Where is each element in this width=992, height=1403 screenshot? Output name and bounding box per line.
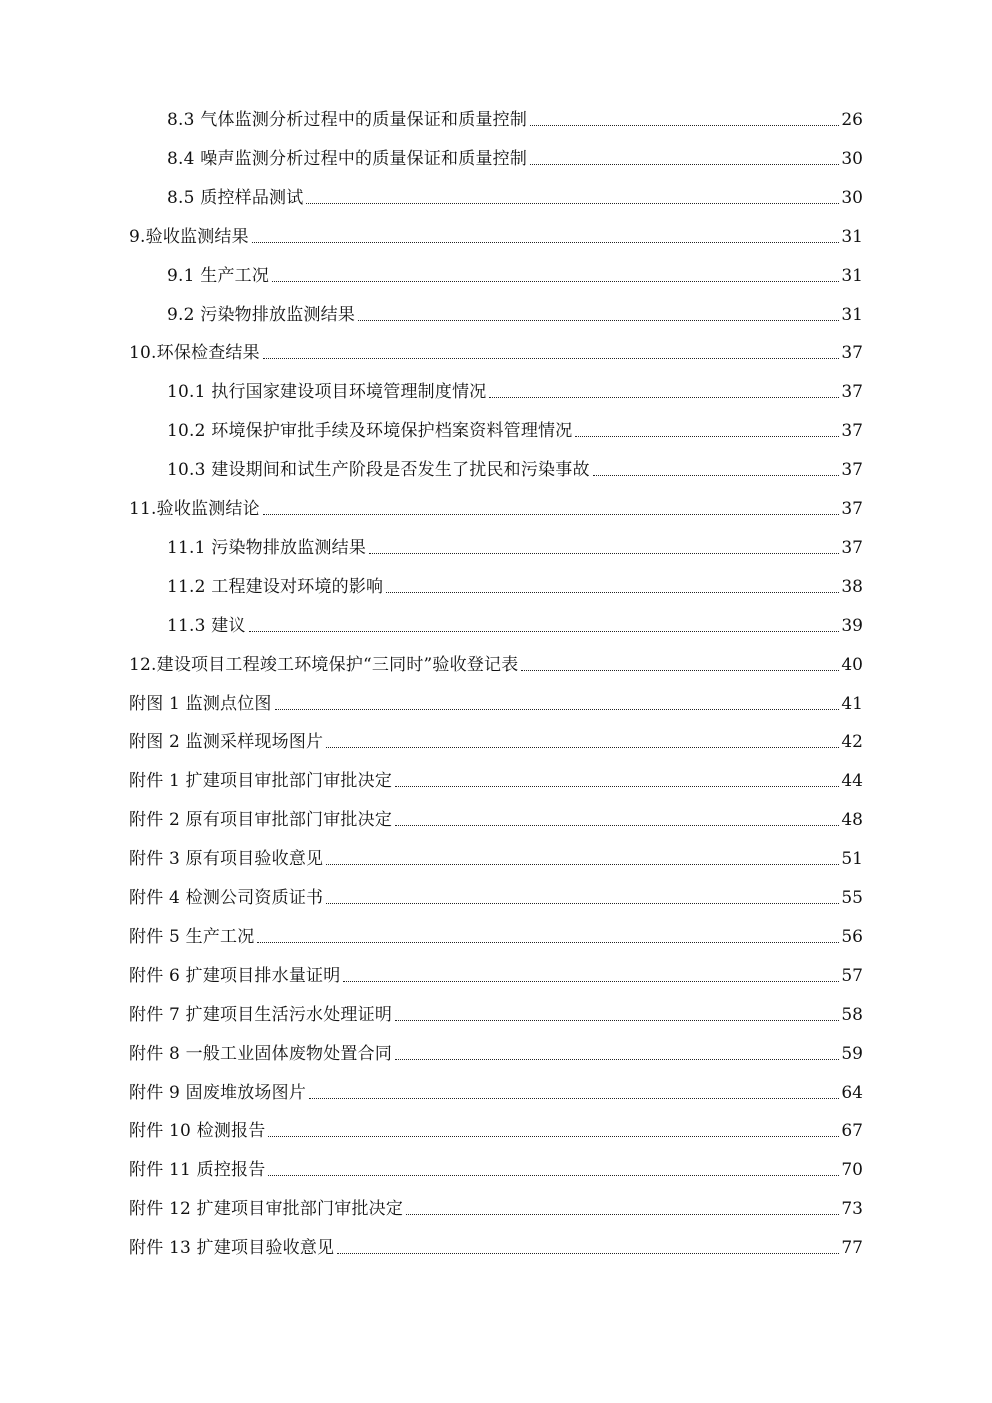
- toc-entry[interactable]: [167, 364, 863, 402]
- toc-dot-leader: [263, 358, 840, 359]
- toc-page-number: 67: [841, 1121, 863, 1141]
- toc-dot-leader: [530, 125, 839, 126]
- toc-entry[interactable]: [129, 909, 863, 947]
- toc-page-number: 31: [841, 266, 863, 286]
- toc-entry[interactable]: [129, 714, 863, 752]
- toc-entry[interactable]: [129, 676, 863, 714]
- toc-page-number: 37: [841, 538, 863, 558]
- toc-entry[interactable]: [167, 442, 863, 480]
- toc-entry[interactable]: [129, 831, 863, 869]
- toc-page-number: 58: [841, 1005, 863, 1025]
- toc-page-number: 38: [841, 577, 863, 597]
- toc-dot-leader: [395, 1059, 839, 1060]
- toc-dot-leader: [369, 553, 839, 554]
- toc-page-number: 51: [841, 849, 863, 869]
- toc-dot-leader: [406, 1214, 839, 1215]
- toc-page-number: 26: [841, 110, 863, 130]
- toc-entry-label: 12.建设项目工程竣工环境保护“三同时”验收登记表: [129, 655, 519, 675]
- toc-entry-label: 10.2 环境保护审批手续及环境保护档案资料管理情况: [167, 421, 573, 441]
- toc-entry-label: 附件 5 生产工况: [129, 927, 255, 947]
- toc-entry[interactable]: [167, 559, 863, 597]
- toc-entry[interactable]: [129, 209, 863, 247]
- toc-entry-label: 11.1 污染物排放监测结果: [167, 538, 367, 558]
- toc-entry[interactable]: [129, 1181, 863, 1219]
- toc-dot-leader: [268, 1136, 839, 1137]
- toc-entry-label: 附件 13 扩建项目验收意见: [129, 1238, 335, 1258]
- toc-page-number: 30: [841, 149, 863, 169]
- toc-dot-leader: [358, 320, 839, 321]
- toc-dot-leader: [489, 397, 839, 398]
- toc-entry-label: 附件 8 一般工业固体废物处置合同: [129, 1044, 393, 1064]
- toc-entry[interactable]: [167, 287, 863, 325]
- toc-entry[interactable]: [167, 598, 863, 636]
- toc-dot-leader: [395, 825, 839, 826]
- toc-page-number: 37: [841, 421, 863, 441]
- toc-dot-leader: [306, 203, 839, 204]
- toc-page-number: 55: [841, 888, 863, 908]
- toc-entry-label: 8.3 气体监测分析过程中的质量保证和质量控制: [167, 110, 528, 130]
- toc-entry-label: 附件 9 固废堆放场图片: [129, 1083, 307, 1103]
- toc-page-number: 56: [841, 927, 863, 947]
- toc-page-number: 48: [841, 810, 863, 830]
- toc-entry[interactable]: [129, 1026, 863, 1064]
- toc-entry[interactable]: [129, 1220, 863, 1258]
- toc-entry[interactable]: [167, 170, 863, 208]
- toc-entry[interactable]: [167, 520, 863, 558]
- toc-entry[interactable]: [167, 131, 863, 169]
- toc-page-number: 77: [841, 1238, 863, 1258]
- toc-dot-leader: [521, 670, 839, 671]
- toc-entry[interactable]: [129, 1103, 863, 1141]
- toc-page-number: 37: [841, 382, 863, 402]
- toc-dot-leader: [575, 436, 839, 437]
- toc-entry-label: 附件 3 原有项目验收意见: [129, 849, 324, 869]
- toc-dot-leader: [268, 1175, 839, 1176]
- toc-page-number: 31: [841, 227, 863, 247]
- toc-dot-leader: [343, 981, 839, 982]
- toc-dot-leader: [272, 281, 839, 282]
- toc-page-number: 37: [841, 343, 863, 363]
- toc-dot-leader: [252, 242, 840, 243]
- toc-entry[interactable]: [129, 792, 863, 830]
- toc-dot-leader: [593, 475, 840, 476]
- toc-entry-label: 9.验收监测结果: [129, 227, 249, 247]
- toc-entry-label: 11.3 建议: [167, 616, 246, 636]
- toc-dot-leader: [263, 514, 840, 515]
- toc-entry[interactable]: [129, 753, 863, 791]
- toc-entry-label: 附件 10 检测报告: [129, 1121, 266, 1141]
- toc-entry-label: 10.环保检查结果: [129, 343, 260, 363]
- toc-entry-label: 附件 4 检测公司资质证书: [129, 888, 324, 908]
- toc-entry[interactable]: [129, 637, 863, 675]
- toc-page-number: 44: [841, 771, 863, 791]
- toc-page-number: 59: [841, 1044, 863, 1064]
- toc-dot-leader: [309, 1098, 839, 1099]
- toc-page-number: 64: [841, 1083, 863, 1103]
- toc-entry[interactable]: [129, 481, 863, 519]
- toc-dot-leader: [395, 786, 839, 787]
- toc-dot-leader: [249, 631, 840, 632]
- toc-page-number: 42: [841, 732, 863, 752]
- toc-dot-leader: [530, 164, 839, 165]
- toc-entry-label: 10.1 执行国家建设项目环境管理制度情况: [167, 382, 487, 402]
- toc-page-number: 37: [841, 499, 863, 519]
- toc-page-number: 73: [841, 1199, 863, 1219]
- toc-entry-label: 附件 11 质控报告: [129, 1160, 266, 1180]
- toc-page-number: 70: [841, 1160, 863, 1180]
- toc-page-number: 37: [841, 460, 863, 480]
- toc-entry[interactable]: [167, 92, 863, 130]
- toc-entry[interactable]: [129, 325, 863, 363]
- toc-dot-leader: [395, 1020, 839, 1021]
- toc-page-number: 40: [841, 655, 863, 675]
- toc-entry-label: 9.2 污染物排放监测结果: [167, 305, 356, 325]
- toc-entry[interactable]: [129, 870, 863, 908]
- toc-entry[interactable]: [129, 948, 863, 986]
- toc-dot-leader: [326, 903, 839, 904]
- toc-entry-label: 附图 1 监测点位图: [129, 694, 272, 714]
- toc-entry-label: 附件 6 扩建项目排水量证明: [129, 966, 341, 986]
- toc-dot-leader: [337, 1253, 839, 1254]
- toc-entry[interactable]: [129, 1142, 863, 1180]
- toc-dot-leader: [275, 709, 840, 710]
- toc-entry[interactable]: [129, 1065, 863, 1103]
- toc-page-number: 57: [841, 966, 863, 986]
- toc-entry[interactable]: [167, 403, 863, 441]
- toc-page-number: 41: [841, 694, 863, 714]
- toc-page-number: 39: [841, 616, 863, 636]
- toc-entry-label: 附件 2 原有项目审批部门审批决定: [129, 810, 393, 830]
- toc-entry-label: 附件 1 扩建项目审批部门审批决定: [129, 771, 393, 791]
- toc-entry-label: 附件 12 扩建项目审批部门审批决定: [129, 1199, 404, 1219]
- toc-dot-leader: [386, 592, 839, 593]
- toc-dot-leader: [257, 942, 839, 943]
- toc-dot-leader: [326, 747, 839, 748]
- toc-entry-label: 8.4 噪声监测分析过程中的质量保证和质量控制: [167, 149, 528, 169]
- toc-entry-label: 9.1 生产工况: [167, 266, 270, 286]
- toc-entry[interactable]: [129, 987, 863, 1025]
- toc-entry-label: 附图 2 监测采样现场图片: [129, 732, 324, 752]
- toc-page-number: 31: [841, 305, 863, 325]
- toc-dot-leader: [326, 864, 839, 865]
- toc-entry-label: 11.验收监测结论: [129, 499, 260, 519]
- toc-entry-label: 11.2 工程建设对环境的影响: [167, 577, 384, 597]
- toc-entry-label: 10.3 建设期间和试生产阶段是否发生了扰民和污染事故: [167, 460, 590, 480]
- toc-page-number: 30: [841, 188, 863, 208]
- toc-entry-label: 附件 7 扩建项目生活污水处理证明: [129, 1005, 393, 1025]
- toc-entry-label: 8.5 质控样品测试: [167, 188, 304, 208]
- toc-entry[interactable]: [167, 248, 863, 286]
